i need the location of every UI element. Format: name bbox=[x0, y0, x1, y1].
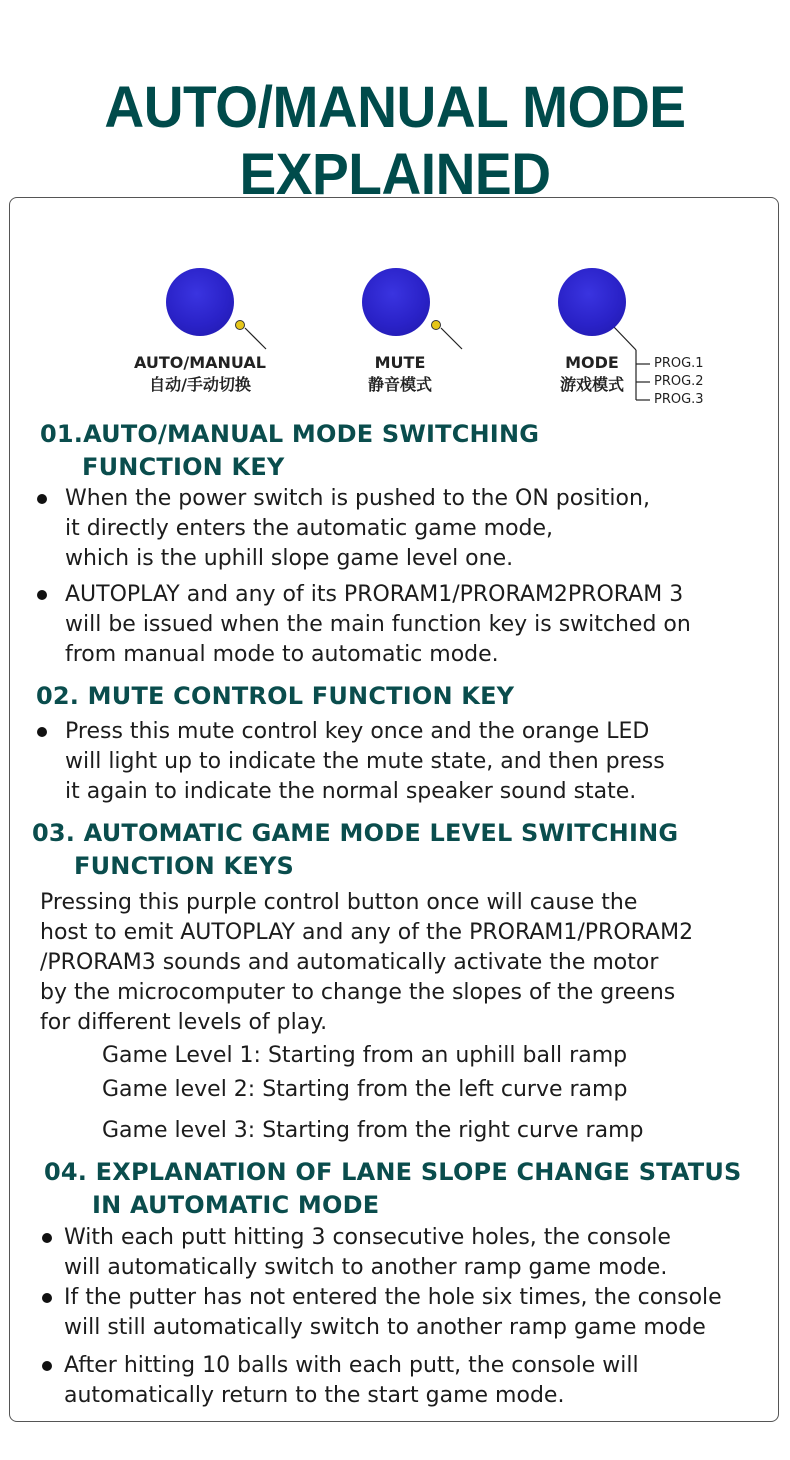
mute-label-cn: 静音模式 bbox=[367, 375, 432, 394]
auto-manual-label-cn: 自动/手动切换 bbox=[149, 375, 251, 394]
game-levels bbox=[102, 1041, 762, 1151]
section-04-heading-line-1: 04. EXPLANATION OF LANE SLOPE CHANGE STATUS bbox=[44, 1158, 742, 1186]
auto-manual-led-icon bbox=[235, 320, 245, 330]
bullet-dot-icon bbox=[42, 1233, 52, 1243]
section-03-heading bbox=[32, 817, 678, 883]
mute-led-icon bbox=[431, 320, 441, 330]
section-01-heading-line-2: FUNCTION KEY bbox=[82, 453, 285, 481]
mode-label-en: MODE bbox=[565, 353, 619, 372]
bullet-dot-icon bbox=[42, 1293, 52, 1303]
mute-button-icon bbox=[362, 268, 430, 336]
prog-2-label: PROG.2 bbox=[654, 374, 704, 389]
page-title: AUTO/MANUAL MODE EXPLAINED bbox=[104, 75, 686, 207]
list-item bbox=[37, 484, 767, 574]
list-item bbox=[42, 1283, 777, 1343]
section-01-bullets bbox=[37, 484, 767, 670]
mode-label bbox=[542, 352, 642, 396]
list-item: Game Level 1: Starting from an uphill ball ramp bbox=[102, 1043, 628, 1068]
prog-3-label: PROG.3 bbox=[654, 392, 704, 407]
bullet-dot-icon bbox=[37, 727, 47, 737]
list-item: Game level 3: Starting from the right curve ramp bbox=[102, 1118, 644, 1143]
auto-manual-button-icon bbox=[166, 268, 234, 336]
bullet-text: Press this mute control key once and the orange LED will light up to indicate the mute state, and then press it again to indicate the normal speaker sound state. bbox=[65, 719, 665, 804]
list-item bbox=[42, 1351, 777, 1411]
section-01-heading-line-1: 01.AUTO/MANUAL MODE SWITCHING bbox=[40, 420, 540, 448]
mode-label-cn: 游戏模式 bbox=[559, 375, 624, 394]
list-item bbox=[37, 717, 767, 807]
auto-manual-label-en: AUTO/MANUAL bbox=[133, 353, 266, 372]
bullet-dot-icon bbox=[37, 590, 47, 600]
bullet-text: When the power switch is pushed to the ON position, it directly enters the automatic game mode, which is the uphill slope game level one. bbox=[65, 486, 650, 571]
list-item: Game level 2: Starting from the left curve ramp bbox=[102, 1077, 628, 1102]
mode-button-icon bbox=[558, 268, 626, 336]
prog-1-label: PROG.1 bbox=[654, 356, 704, 371]
bullet-text: AUTOPLAY and any of its PRORAM1/PRORAM2PRORAM 3 will be issued when the main function key is switched on from manual mode to automatic mode. bbox=[65, 582, 691, 667]
mute-label bbox=[300, 352, 500, 396]
section-03-heading-line-2: FUNCTION KEYS bbox=[74, 852, 294, 880]
section-02-bullets bbox=[37, 717, 767, 807]
section-04-heading-line-2: IN AUTOMATIC MODE bbox=[92, 1191, 380, 1219]
list-item bbox=[37, 580, 767, 670]
section-04-heading bbox=[44, 1156, 742, 1222]
section-02-heading bbox=[36, 680, 514, 713]
section-03-paragraph: Pressing this purple control button once will cause the host to emit AUTOPLAY and any of the PRORAM1/PRORAM2 /PRORAM3 sounds and automatically activate the motor by the microcomputer to change the slopes of the greens for different levels of play. bbox=[40, 890, 694, 1035]
list-item bbox=[42, 1223, 777, 1283]
section-03-heading-line-1: 03. AUTOMATIC GAME MODE LEVEL SWITCHING bbox=[32, 819, 679, 847]
auto-manual-label bbox=[100, 352, 300, 396]
mute-label-en: MUTE bbox=[374, 353, 426, 372]
bullet-dot-icon bbox=[37, 494, 47, 504]
bullet-text: With each putt hitting 3 consecutive holes, the console will automatically switch to another ramp game mode. bbox=[64, 1225, 671, 1280]
bullet-text: If the putter has not entered the hole six times, the console will still automatically switch to another ramp game mode bbox=[64, 1285, 722, 1340]
bullet-dot-icon bbox=[42, 1361, 52, 1371]
bullet-text: After hitting 10 balls with each putt, the console will automatically return to the start game mode. bbox=[64, 1353, 639, 1408]
section-02-heading-line-1: 02. MUTE CONTROL FUNCTION KEY bbox=[36, 682, 515, 710]
section-04-bullets bbox=[42, 1223, 777, 1411]
section-01-heading bbox=[40, 418, 539, 484]
